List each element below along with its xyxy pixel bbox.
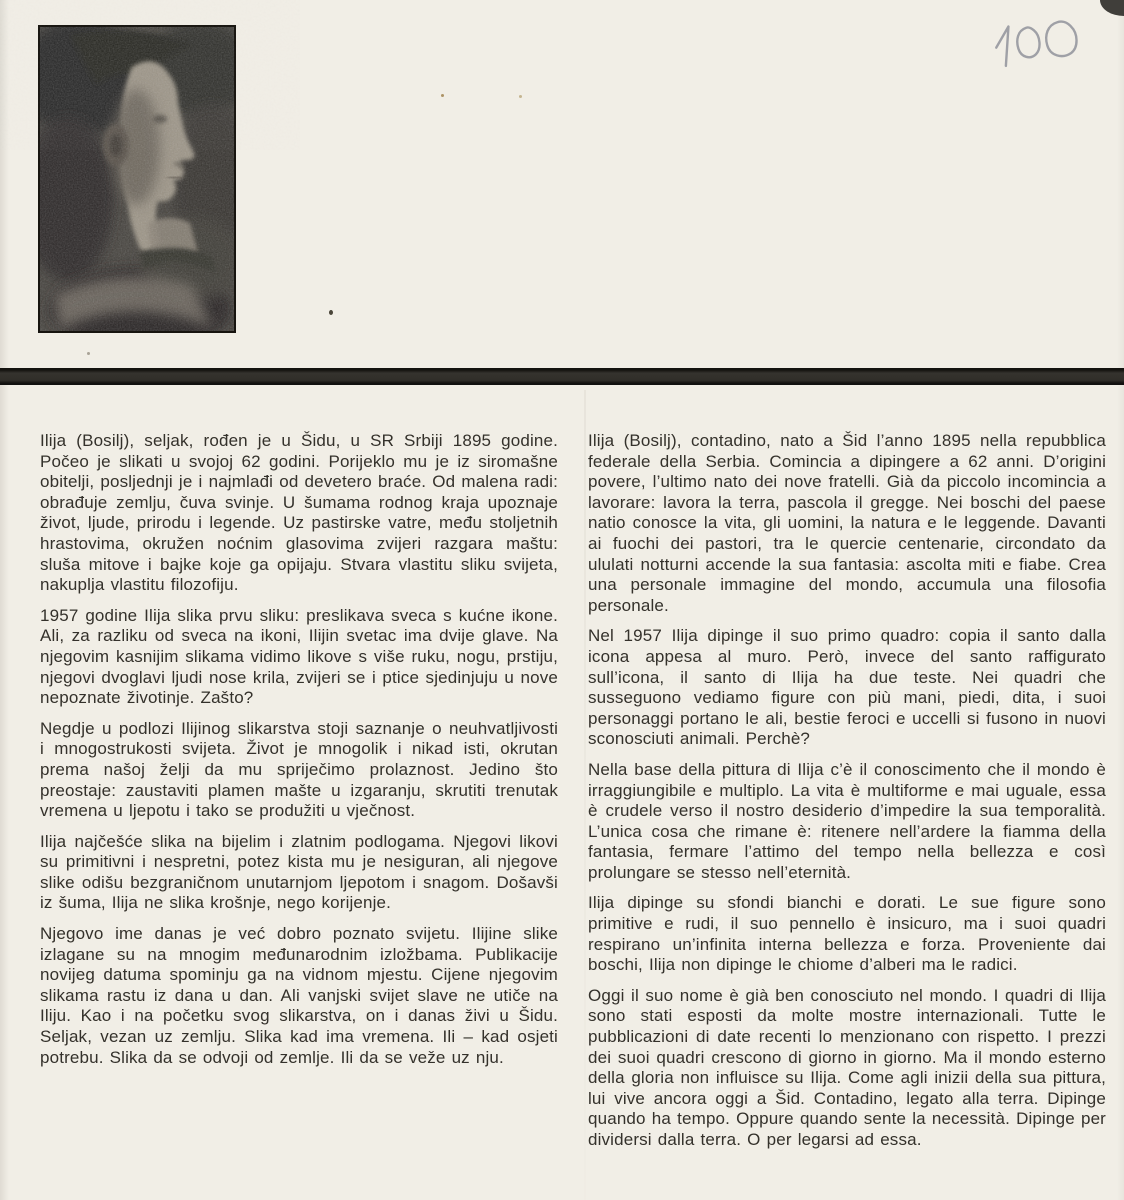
paragraph-croatian-1: Ilija (Bosilj), seljak, rođen je u Šidu, u SR Srbiji 1895 godine. Počeo je slikati u svojoj 62 godini. Porijeklo mu je iz siromašne obitelji, posljednji je i najmlađi od devetero braće. Od malena radi: obrađuje zemlju, čuva svinje. U šumama rodnog kraja upoznaje život, ljude, prirodu i legende. Uz pastirske vatre, među stoljetnih hrastovima, okružen noćnim glasovima zvijeri razgara maštu: sluša mitove i bajke koje ga opijaju. Stvara vlastitu sliku svijeta, nakuplja vlastitu filozofiju.: [40, 431, 558, 595]
paper-speck: [441, 94, 444, 97]
text-columns: [40, 431, 1106, 1161]
page-left-edge-shadow: [0, 0, 9, 1200]
pencil-number-icon: [983, 13, 1093, 71]
paragraph-croatian-2: 1957 godine Ilija slika prvu sliku: preslikava sveca s kućne ikone. Ali, za razliku od sveca na ikoni, Ilijin svetac ima dvije glave. Na njegovim kasnijim slikama vidimo likove s više ruku, nogu, prstiju, njegovi dvoglavi ljudi nose krila, zvijeri se i ptice sjedinjuju u nove nepoznate životinje. Zašto?: [40, 605, 558, 708]
paragraph-italian-1: Ilija (Bosilj), contadino, nato a Šid l’anno 1895 nella repubblica federale della Serbia. Comincia a dipingere a 62 anni. D’origini povere, l’ultimo nato dei nove fratelli. Già da piccolo incomincia a lavorare: lavora la terra, pascola il gregge. Nei boschi del paese natio conosce la vita, gli uomini, la natura e le leggende. Davanti ai fuochi dei pastori, tra le quercie centenarie, circondato da ululati notturni accende la sua fantasia: ascolta miti e fiabe. Crea una personale immagine del mondo, accumula una filosofia personale.: [588, 431, 1106, 615]
paper-speck: [87, 352, 90, 355]
paper-speck: [329, 310, 333, 315]
handwritten-page-number: [983, 13, 1093, 71]
paper-speck: [519, 95, 522, 98]
text-column-italian: [588, 431, 1106, 1161]
page-right-edge-shadow: [1117, 0, 1124, 1200]
paragraph-italian-5: Oggi il suo nome è già ben conosciuto nel mondo. I quadri di Ilija sono stati esposti da molte mostre internazionali. Tutte le pubblicazioni di date recenti lo menzionano con rispetto. I prezzi dei suoi quadri crescono di giorno in giorno. Ma il mondo esterno della gloria non influisce su Ilija. Come agli inizii della sua pittura, lui vive ancora oggi a Šid. Contadino, legato alla terra. Dipinge quando ha tempo. Oppure quando sente la necessità. Dipinge per dividersi dalla terra. O per legarsi ad essa.: [588, 985, 1106, 1149]
paragraph-croatian-5: Njegovo ime danas je već dobro poznato svijetu. Ilijine slike izlagane su na mnogim međunarodnim izložbama. Publikacije novijeg datuma spominju ga na vidnom mjestu. Cijene njegovim slikama rastu iz dana u dan. Ali vanjski svijet slave ne utiče na Iliju. Kao i na početku svog slikarstva, on i danas živi u Šidu. Seljak, vezan uz zemlju. Slika kad ima vremena. Ili – kad osjeti potrebu. Slika da se odvoji od zemlje. Ili da se veže uz nju.: [40, 924, 558, 1067]
text-column-croatian: [40, 431, 558, 1161]
portrait-photo: [38, 25, 236, 333]
divider-bar: [0, 368, 1124, 385]
portrait-photo-graphic: [40, 27, 234, 331]
paragraph-italian-2: Nel 1957 Ilija dipinge il suo primo quadro: copia il santo dalla icona appesa al muro. Però, invece del santo raffigurato sull’icona, il santo di Ilija ha due teste. Nei quadri che susseguono vediamo figure con più mani, piedi, dita, i suoi personaggi portano le ali, bestie feroci e uccelli si fusono in nuovi sconosciuti animali. Perchè?: [588, 626, 1106, 749]
paragraph-italian-4: Ilija dipinge su sfondi bianchi e dorati. Le sue figure sono primitive e rudi, il suo pennello è insicuro, ma i suoi quadri respirano un’infinita interna bellezza e forza. Proveniente dai boschi, Ilija non dipinge le chiome d’alberi ma le radici.: [588, 893, 1106, 975]
paragraph-croatian-3: Negdje u podlozi Ilijinog slikarstva stoji saznanje o neuhvatljivosti i mnogostrukosti svijeta. Život je mnogolik i nikad isti, okrutan prema našoj želji da mu spriječimo prolaznost. Jedino što preostaje: zaustaviti plamen mašte u izgaranju, skrutiti trenutak vremena u ljepotu i tako se produžiti u vječnost.: [40, 718, 558, 821]
paragraph-italian-3: Nella base della pittura di Ilija c’è il conoscimento che il mondo è irraggiungibile e multiplo. La vita è multiforme e mai uguale, essa è crudele verso il nostro desiderio d’impedire la sua temporalità. L’unica cosa che rimane è: ritenere nell’ardere la fiamma della fantasia, fermare l’attimo del tempo nella bellezza e così prolungare se stesso nell’eternità.: [588, 759, 1106, 882]
scan-corner-mark: [1100, 0, 1124, 16]
paragraph-croatian-4: Ilija najčešće slika na bijelim i zlatnim podlogama. Njegovi likovi su primitivni i nespretni, potez kista mu je nesiguran, ali njegove slike odišu bezgraničnom unutarnjom ljepotom i snagom. Došavši iz šuma, Ilija ne slika krošnje, nego korijenje.: [40, 831, 558, 913]
